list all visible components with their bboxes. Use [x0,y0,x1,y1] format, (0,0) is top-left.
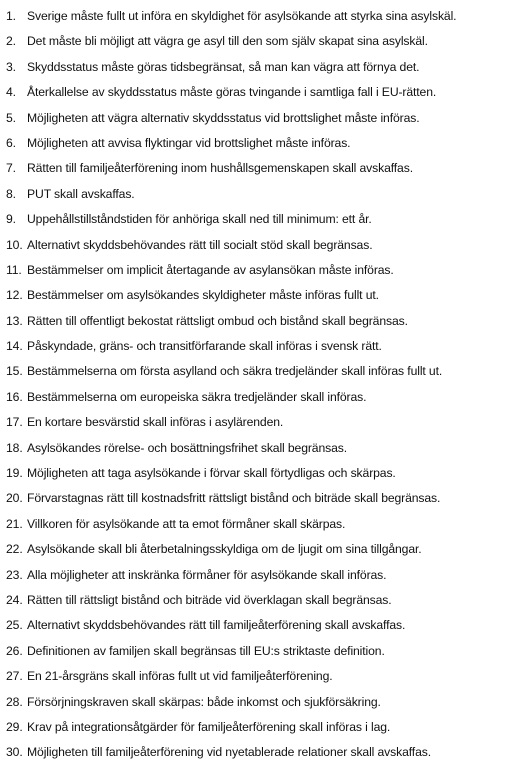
item-text: Påskyndade, gräns- och transitförfarande skall införas i svensk rätt. [27,339,382,354]
item-number: 18. [6,440,23,455]
item-text: Möjligheten till familjeåterförening vid nyetablerade relationer skall avskaffas. [27,745,431,760]
item-number: 8. [6,186,16,201]
list-item [6,486,523,511]
item-number: 16. [6,389,23,404]
list-item [6,55,523,80]
item-text: Skyddsstatus måste göras tidsbegränsat, så man kan vägra att förnya det. [27,59,420,74]
list-item [6,359,523,384]
item-number: 9. [6,212,16,227]
item-number: 25. [6,618,23,633]
list-item [6,258,523,283]
list-item [6,613,523,638]
list-item [6,29,523,54]
item-text: Bestämmelser om implicit återtagande av asylansökan måste införas. [27,262,394,277]
list-item [6,410,523,435]
list-item [6,740,523,765]
item-text: PUT skall avskaffas. [27,186,135,201]
item-number: 2. [6,34,16,49]
item-number: 26. [6,643,23,658]
item-text: Det måste bli möjligt att vägra ge asyl till den som själv skapat sina asylskäl. [27,34,428,49]
item-number: 7. [6,161,16,176]
list-item [6,334,523,359]
list-item [6,182,523,207]
list-item [6,385,523,410]
list-item [6,690,523,715]
item-text: Möjligheten att avvisa flyktingar vid brottslighet måste införas. [27,135,351,150]
item-text: Förvarstagnas rätt till kostnadsfritt rättsligt bistånd och biträde skall begränsas. [27,491,441,506]
item-text: Alternativt skyddsbehövandes rätt till familjeåterförening skall avskaffas. [27,618,406,633]
item-number: 10. [6,237,23,252]
list-item [6,512,523,537]
item-text: Återkallelse av skyddsstatus måste göras tvingande i samtliga fall i EU-rätten. [27,85,437,100]
numbered-list [6,4,523,766]
list-item [6,563,523,588]
list-item [6,309,523,334]
item-text: En 21-årsgräns skall införas fullt ut vid familjeåterförening. [27,669,333,684]
item-number: 5. [6,110,16,125]
list-item [6,106,523,131]
list-item [6,4,523,29]
item-text: Rätten till offentligt bekostat rättsligt ombud och bistånd skall begränsas. [27,313,408,328]
item-text: Krav på integrationsåtgärder för familjeåterförening skall införas i lag. [27,719,391,734]
list-item [6,233,523,258]
item-number: 20. [6,491,23,506]
list-item [6,664,523,689]
item-text: Rätten till rättsligt bistånd och biträde vid överklagan skall begränsas. [27,592,392,607]
list-item [6,207,523,232]
item-text: Möjligheten att vägra alternativ skyddsstatus vid brottslighet måste införas. [27,110,420,125]
list-item [6,639,523,664]
item-text: Bestämmelserna om första asylland och säkra tredjeländer skall införas fullt ut. [27,364,443,379]
item-number: 23. [6,567,23,582]
item-number: 11. [6,262,22,277]
item-number: 28. [6,694,23,709]
list-item [6,156,523,181]
item-number: 27. [6,669,23,684]
item-text: Bestämmelser om asylsökandes skyldigheter måste införas fullt ut. [27,288,379,303]
item-number: 12. [6,288,23,303]
item-number: 6. [6,135,16,150]
item-text: Villkoren för asylsökande att ta emot förmåner skall skärpas. [27,516,346,531]
item-text: Försörjningskraven skall skärpas: både inkomst och sjukförsäkring. [27,694,381,709]
item-number: 29. [6,719,23,734]
item-text: Rätten till familjeåterförening inom hushållsgemenskapen skall avskaffas. [27,161,413,176]
item-number: 24. [6,592,23,607]
item-number: 3. [6,59,16,74]
item-number: 1. [6,9,16,23]
item-number: 15. [6,364,23,379]
item-text: Definitionen av familjen skall begränsas till EU:s striktaste definition. [27,643,385,658]
item-text: Sverige måste fullt ut införa en skyldighet för asylsökande att styrka sina asylskäl. [27,9,457,23]
item-text: Asylsökandes rörelse- och bosättningsfrihet skall begränsas. [27,440,348,455]
list-item [6,715,523,740]
list-item [6,537,523,562]
item-number: 13. [6,313,23,328]
item-text: Asylsökande skall bli återbetalningsskyldiga om de ljugit om sina tillgångar. [27,542,422,557]
item-number: 30. [6,745,23,760]
item-text: Bestämmelserna om europeiska säkra tredjeländer skall införas. [27,389,367,404]
item-number: 17. [6,415,23,430]
list-item [6,461,523,486]
item-number: 14. [6,339,23,354]
list-item [6,80,523,105]
list-item [6,436,523,461]
list-item [6,131,523,156]
item-text: En kortare besvärstid skall införas i asylärenden. [27,415,284,430]
item-number: 21. [6,516,23,531]
item-number: 19. [6,466,23,481]
item-number: 4. [6,85,16,100]
item-text: Uppehållstillståndstiden för anhöriga skall ned till minimum: ett år. [27,212,372,227]
item-text: Alla möjligheter att inskränka förmåner för asylsökande skall införas. [27,567,387,582]
item-text: Alternativt skyddsbehövandes rätt till socialt stöd skall begränsas. [27,237,373,252]
item-text: Möjligheten att taga asylsökande i förvar skall förtydligas och skärpas. [27,466,396,481]
list-item [6,588,523,613]
list-item [6,283,523,308]
item-number: 22. [6,542,23,557]
